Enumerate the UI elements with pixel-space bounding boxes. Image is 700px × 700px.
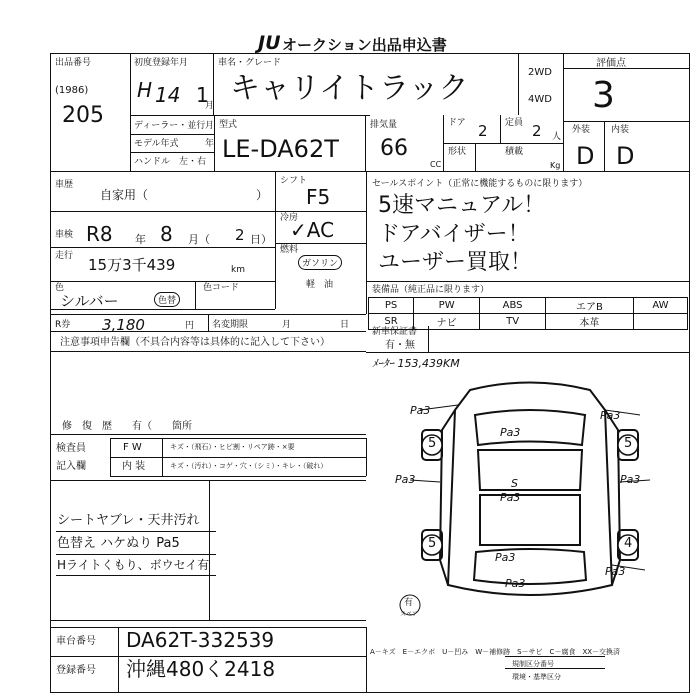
history-close: ） [256,188,269,202]
fuel-diesel: 軽 油 [306,280,334,290]
equip-aw: AW [633,298,687,314]
name-change-month: 月 [282,320,292,330]
model-year-unit: 年 [205,139,215,149]
plate-label: 登録番号 [56,665,96,676]
equip-abs: ABS [480,298,546,314]
chassis-value: DA62T-332539 [126,628,275,652]
mileage-unit: km [231,265,245,275]
damage-mark: Pa3 [505,577,526,590]
plate-value: 沖縄480く2418 [126,657,276,681]
name-change-label: 名変期限 [212,320,249,330]
inspection-month-unit: 月（ [188,233,210,246]
damage-mark: Pa3 [620,473,641,486]
color-changed: 色替 [154,292,180,307]
sales-point-line-3: ユーザー買取！ [378,250,533,275]
grade-label: 評価点 [596,58,626,69]
tire-depth: 5 [624,436,633,451]
inspection-year-unit: 年 [135,233,146,246]
tire-depth: 5 [428,536,437,551]
equip-pw: PW [414,298,480,314]
capacity-label: 定員 [505,118,524,128]
header-title: オークション出品申込書 [282,36,447,54]
history-value: 自家用（ [100,188,149,202]
inspector-note-3: Hライトくもり、ボウセイ有 [57,558,210,572]
aircon-label: 冷房 [280,213,299,223]
shift-label: シフト [280,176,308,186]
check-label-1: 検査員 [56,443,86,454]
recycle-unit: 円 [185,321,195,331]
check-interior: 内 装 [122,461,146,472]
capacity-unit: 人 [552,132,562,142]
tire-depth: 4 [624,536,633,551]
name-change-day: 日 [340,320,350,330]
capacity-value: 2 [532,122,542,140]
damage-mark: Pa3 [500,491,521,504]
dealer-label: ディーラー・並行 [134,121,206,131]
repair-label: 修 復 歴 有（ 箇所 [62,421,192,432]
registration-month: 1 [196,83,209,107]
doors-label: ドア [448,118,466,128]
registration-year: 14 [155,83,181,107]
history-label: 車歴 [55,180,74,190]
recycle-value: 3,180 [102,316,145,334]
damage-mark: Pa3 [495,551,516,564]
damage-mark: Pa3 [410,404,431,417]
sales-point-label: セールスポイント（正常に機能するものに限ります） [372,179,588,189]
inspector-note-1: シートヤブレ・天井汚れ [57,513,200,528]
displacement-value: 66 [380,136,408,161]
notes-label: 注意事項申告欄（不具合内容等は具体的に記入して下さい） [60,337,330,348]
displacement-label: 排気量 [370,120,398,130]
damage-mark: Pa3 [600,409,621,422]
equipment-table [368,297,688,330]
shape-label: 形状 [448,147,467,157]
legend-items: A－キズ E－エクボ U－凹み W－補修跡 S－サビ C－腐食 XX－交換済 [370,648,621,656]
fuel-label: 燃料 [280,245,299,255]
doors-value: 2 [478,122,488,140]
equipment-label: 装備品（純正品に限ります） [372,285,490,295]
color-value: シルバー [60,292,119,310]
aircon-value-text: AC [306,218,335,242]
inspection-year: R8 [86,222,113,246]
check-fw-items: キズ・（飛石）・ヒビ割・リペア跡・×要 [170,443,295,451]
damage-mark: Pa3 [605,565,626,578]
grade-ext-value: D [576,142,595,170]
color-label: 色 [55,283,65,293]
check-int-items: キズ・（汚れ）・コゲ・穴・（シミ）・キレ・（破れ） [170,462,328,470]
damage-mark: Pa3 [500,426,521,439]
drive-2wd: 2WD [528,67,552,78]
grade-ext-label: 外装 [572,125,591,135]
damage-mark: S [511,477,518,490]
displacement-unit: CC [430,160,442,169]
dealer-unit: 月 [205,121,215,131]
mileage-label: 走行 [55,251,74,261]
lot-label: 出品番号 [55,58,92,68]
fuel-gas: ガソリン [298,255,342,270]
inspector-note-2: 色替え ハケぬり Pa5 [57,536,180,551]
inspection-month: 8 [160,222,173,246]
model-label: 型式 [219,120,238,130]
model-value: LE-DA62T [222,135,339,163]
equip-leather: 本革 [545,314,633,330]
load-label: 積載 [505,147,524,157]
aircon-value [290,220,334,240]
tire-depth: 5 [428,436,437,451]
car-name-value: キャリイトラック [230,71,469,106]
equip-ps: PS [369,298,414,314]
equip-navi: ナビ [414,314,480,330]
equip-empty [633,314,687,330]
grade-int-label: 内装 [611,125,630,135]
lot-number: 205 [62,103,104,128]
chassis-label: 車台番号 [56,636,96,647]
handle-label: ハンドル 左・右 [134,157,207,167]
header-logo: JU [258,32,281,54]
meter-note: ﾒｰﾀｰ 153,439KM [372,357,460,370]
grade-int-value: D [616,142,635,170]
warranty-value: 有・無 [385,340,415,351]
shift-value: F5 [306,185,331,209]
inspection-label: 車検 [55,230,74,240]
legend-sub2: 環境・基準区分 [512,673,561,681]
inspection-day: 2 [235,226,245,244]
mileage-value: 15万3千439 [88,256,176,274]
warranty-label: 新車保証書 [372,327,418,337]
color-code-label: 色コード [203,283,240,293]
damage-mark: Pa3 [395,473,416,486]
equip-sr: SR [369,314,414,330]
check-fw: F W [123,442,142,453]
check-mark-icon: ✓ [290,218,307,242]
equip-tv: TV [480,314,546,330]
recycle-label: R券 [55,320,71,330]
registration-month-unit: 月 [205,101,215,111]
load-unit: Kg [550,161,561,170]
sales-point-line-1: 5速マニュアル！ [378,193,546,218]
car-name-label: 車名・グレード [218,58,282,68]
spare-value: 有 [404,598,414,608]
spare-label: スペア [400,611,419,618]
registration-label: 初度登録年月 [134,58,189,68]
legend-sub: 規制区分番号 [512,660,554,668]
registration-era: H [137,78,153,102]
equip-airbag: エアB [545,298,633,314]
check-label-2: 記入欄 [56,461,86,472]
grade-value: 3 [592,75,615,116]
inspection-day-unit: 日） [250,233,272,246]
drive-4wd: 4WD [528,94,552,105]
sales-point-line-2: ドアバイザー！ [378,222,530,247]
lot-sub: (1986) [55,85,89,96]
model-year-label: モデル年式 [134,139,179,149]
